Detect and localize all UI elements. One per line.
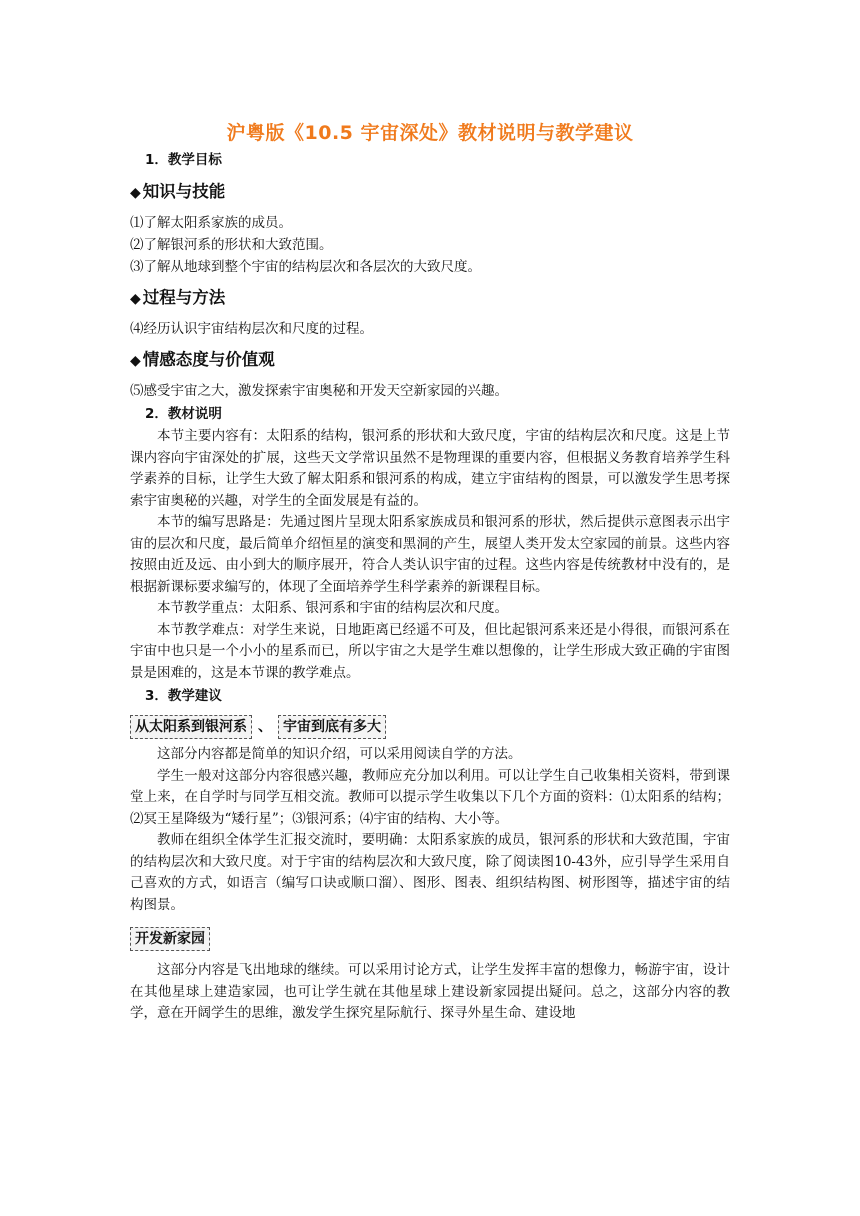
topic-box-universe-size: 宇宙到底有多大 <box>278 715 386 739</box>
section-heading-materials: 2．教材说明 <box>145 406 222 422</box>
list-item: ⑶了解从地球到整个宇宙的结构层次和各层次的大致尺度。 <box>130 259 481 275</box>
subheading-process-label: 过程与方法 <box>142 288 226 307</box>
list-item: ⑸感受宇宙之大，激发探索宇宙奥秘和开发天空新家园的兴趣。 <box>130 383 508 399</box>
subheading-knowledge-label: 知识与技能 <box>142 182 226 201</box>
diamond-icon: ◆ <box>130 353 141 369</box>
topic-separator: 、 <box>258 719 272 735</box>
paragraph: 这部分内容是飞出地球的继续。可以采用讨论方式，让学生发挥丰富的想像力，畅游宇宙，设计在其他星球上建造家园，也可让学生就在其他星球上建设新家园提出疑问。总之，这部分内容的教学，意在开阔学生的思维，激发学生探究星际航行、探寻外星生命、建设地 <box>130 962 730 1021</box>
paragraph: 本节的编写思路是：先通过图片呈现太阳系家族成员和银河系的形状，然后提供示意图表示出宇宙的层次和尺度，最后简单介绍恒星的演变和黑洞的产生，展望人类开发太空家园的前景。这些内容按照由近及远、由小到大的顺序展开，符合人类认识宇宙的过程。这些内容是传统教材中没有的，是根据新课标要求编写的，体现了全面培养学生科学素养的新课程目标。 <box>130 514 730 595</box>
document-body <box>130 148 730 1025</box>
diamond-icon: ◆ <box>130 185 141 201</box>
list-item: ⑷经历认识宇宙结构层次和尺度的过程。 <box>130 321 373 337</box>
diamond-icon: ◆ <box>130 291 141 307</box>
paragraph: 教师在组织全体学生汇报交流时，要明确：太阳系家族的成员，银河系的形状和大致范围，宇宙的结构层次和大致尺度。对于宇宙的结构层次和大致尺度，除了阅读图10-43外，应引导学生采用自己喜欢的方式，如语言（编写口诀或顺口溜）、图形、图表、组织结构图、树形图等，描述宇宙的结构图景。 <box>130 832 730 913</box>
subheading-emotion <box>130 346 730 374</box>
paragraph: 学生一般对这部分内容很感兴趣，教师应充分加以利用。可以让学生自己收集相关资料，带到课堂上来，在自学时与同学互相交流。教师可以提示学生收集以下几个方面的资料：⑴太阳系的结构；⑵冥王星降级为“矮行星”；⑶银河系；⑷宇宙的结构、大小等。 <box>130 767 730 827</box>
section-heading-objectives: 1．教学目标 <box>145 152 222 168</box>
topic-box-solar-to-galaxy: 从太阳系到银河系 <box>130 715 252 739</box>
list-item: ⑴了解太阳系家族的成员。 <box>130 215 292 231</box>
topic-heading-row <box>130 926 730 952</box>
section-heading-suggestions: 3．教学建议 <box>145 688 222 704</box>
paragraph: 本节教学难点：对学生来说，日地距离已经遥不可及，但比起银河系来还是小得很，而银河系在宇宙中也只是一个小小的星系而已，所以宇宙之大是学生难以想像的，让学生形成大致正确的宇宙图景是困难的，这是本节课的教学难点。 <box>130 621 730 681</box>
topic-box-new-home: 开发新家园 <box>130 927 210 951</box>
page-title: 沪粤版《10.5 宇宙深处》教材说明与教学建议 <box>226 122 634 144</box>
list-item: ⑵了解银河系的形状和大致范围。 <box>130 237 333 253</box>
subheading-emotion-label: 情感态度与价值观 <box>142 350 275 369</box>
paragraph: 这部分内容都是简单的知识介绍，可以采用阅读自学的方法。 <box>157 746 522 762</box>
paragraph: 本节教学重点：太阳系、银河系和宇宙的结构层次和尺度。 <box>157 600 508 616</box>
topic-heading-row <box>130 714 730 740</box>
subheading-knowledge <box>130 178 730 206</box>
subheading-process <box>130 284 730 312</box>
paragraph: 本节主要内容有：太阳系的结构，银河系的形状和大致尺度，宇宙的结构层次和尺度。这是上节课内容向宇宙深处的扩展，这些天文学常识虽然不是物理课的重要内容，但根据义务教育培养学生科学素养的目标，让学生大致了解太阳系和银河系的构成，建立宇宙结构的图景，可以激发学生思考探索宇宙奥秘的兴趣，对学生的全面发展是有益的。 <box>130 428 730 509</box>
